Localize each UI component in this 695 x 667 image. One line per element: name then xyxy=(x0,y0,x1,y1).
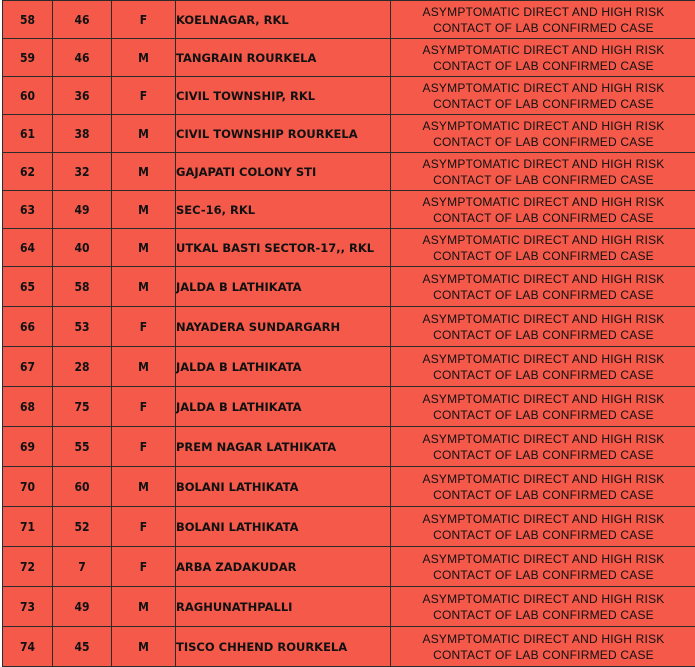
status-text: CONTACT OF LAB CONFIRMED CASE xyxy=(433,134,654,149)
status-text: ASYMPTOMATIC DIRECT AND HIGH RISK xyxy=(422,431,665,446)
sl-cell: 68 xyxy=(3,387,53,427)
address-cell: JALDA B LATHIKATA xyxy=(176,267,391,307)
status-text: ASYMPTOMATIC DIRECT AND HIGH RISK xyxy=(422,311,665,326)
age-cell: 32 xyxy=(53,153,112,191)
status-cell xyxy=(391,39,695,77)
sl-cell: 62 xyxy=(3,153,53,191)
status-text: CONTACT OF LAB CONFIRMED CASE xyxy=(433,327,654,342)
age-cell: 28 xyxy=(53,347,112,387)
sex-cell: M xyxy=(112,627,176,667)
status-text: CONTACT OF LAB CONFIRMED CASE xyxy=(433,172,654,187)
address-cell: CIVIL TOWNSHIP ROURKELA xyxy=(176,115,391,153)
sex-cell: M xyxy=(112,347,176,387)
status-text: ASYMPTOMATIC DIRECT AND HIGH RISK xyxy=(422,118,665,133)
age-cell: 46 xyxy=(53,1,112,39)
status-text: CONTACT OF LAB CONFIRMED CASE xyxy=(433,367,654,382)
age-cell: 60 xyxy=(53,467,112,507)
table-row xyxy=(3,1,695,39)
address-cell: NAYADERA SUNDARGARH xyxy=(176,307,391,347)
address-cell: GAJAPATI COLONY STI xyxy=(176,153,391,191)
table-row xyxy=(3,307,695,347)
case-table xyxy=(2,0,695,667)
age-cell: 38 xyxy=(53,115,112,153)
sex-cell: F xyxy=(112,387,176,427)
address-cell: BOLANI LATHIKATA xyxy=(176,467,391,507)
status-text: CONTACT OF LAB CONFIRMED CASE xyxy=(433,58,654,73)
table-row xyxy=(3,587,695,627)
sl-cell: 73 xyxy=(3,587,53,627)
status-cell xyxy=(391,467,695,507)
status-text: CONTACT OF LAB CONFIRMED CASE xyxy=(433,647,654,662)
sl-cell: 58 xyxy=(3,1,53,39)
sex-cell: F xyxy=(112,507,176,547)
sl-cell: 64 xyxy=(3,229,53,267)
status-cell xyxy=(391,387,695,427)
age-cell: 49 xyxy=(53,587,112,627)
status-text: ASYMPTOMATIC DIRECT AND HIGH RISK xyxy=(422,271,665,286)
table-row xyxy=(3,267,695,307)
sex-cell: F xyxy=(112,427,176,467)
table-row xyxy=(3,387,695,427)
status-text: ASYMPTOMATIC DIRECT AND HIGH RISK xyxy=(422,511,665,526)
table-row xyxy=(3,229,695,267)
status-text: CONTACT OF LAB CONFIRMED CASE xyxy=(433,20,654,35)
sex-cell: F xyxy=(112,547,176,587)
address-cell: RAGHUNATHPALLI xyxy=(176,587,391,627)
address-cell: UTKAL BASTI SECTOR-17,, RKL xyxy=(176,229,391,267)
age-cell: 46 xyxy=(53,39,112,77)
sex-cell: M xyxy=(112,467,176,507)
table-row xyxy=(3,191,695,229)
status-text: ASYMPTOMATIC DIRECT AND HIGH RISK xyxy=(422,391,665,406)
sex-cell: M xyxy=(112,587,176,627)
address-cell: ARBA ZADAKUDAR xyxy=(176,547,391,587)
status-cell xyxy=(391,1,695,39)
sl-cell: 71 xyxy=(3,507,53,547)
status-text: ASYMPTOMATIC DIRECT AND HIGH RISK xyxy=(422,551,665,566)
age-cell: 49 xyxy=(53,191,112,229)
status-text: CONTACT OF LAB CONFIRMED CASE xyxy=(433,287,654,302)
status-text: ASYMPTOMATIC DIRECT AND HIGH RISK xyxy=(422,194,665,209)
age-cell: 36 xyxy=(53,77,112,115)
status-text: ASYMPTOMATIC DIRECT AND HIGH RISK xyxy=(422,631,665,646)
sex-cell: M xyxy=(112,267,176,307)
sex-cell: M xyxy=(112,229,176,267)
status-cell xyxy=(391,627,695,667)
sl-cell: 69 xyxy=(3,427,53,467)
age-cell: 53 xyxy=(53,307,112,347)
sl-cell: 65 xyxy=(3,267,53,307)
table-row xyxy=(3,39,695,77)
sl-cell: 70 xyxy=(3,467,53,507)
address-cell: TANGRAIN ROURKELA xyxy=(176,39,391,77)
status-text: ASYMPTOMATIC DIRECT AND HIGH RISK xyxy=(422,80,665,95)
status-cell xyxy=(391,507,695,547)
status-cell xyxy=(391,191,695,229)
sl-cell: 63 xyxy=(3,191,53,229)
table-row xyxy=(3,427,695,467)
status-cell xyxy=(391,307,695,347)
status-cell xyxy=(391,347,695,387)
address-cell: SEC-16, RKL xyxy=(176,191,391,229)
table-row xyxy=(3,547,695,587)
address-cell: KOELNAGAR, RKL xyxy=(176,1,391,39)
age-cell: 75 xyxy=(53,387,112,427)
table-row xyxy=(3,347,695,387)
status-text: CONTACT OF LAB CONFIRMED CASE xyxy=(433,567,654,582)
address-cell: CIVIL TOWNSHIP, RKL xyxy=(176,77,391,115)
sl-cell: 60 xyxy=(3,77,53,115)
status-text: CONTACT OF LAB CONFIRMED CASE xyxy=(433,96,654,111)
status-cell xyxy=(391,427,695,467)
status-text: CONTACT OF LAB CONFIRMED CASE xyxy=(433,447,654,462)
address-cell: BOLANI LATHIKATA xyxy=(176,507,391,547)
sl-cell: 74 xyxy=(3,627,53,667)
age-cell: 45 xyxy=(53,627,112,667)
table-row xyxy=(3,627,695,667)
status-text: ASYMPTOMATIC DIRECT AND HIGH RISK xyxy=(422,156,665,171)
age-cell: 52 xyxy=(53,507,112,547)
status-cell xyxy=(391,267,695,307)
status-text: ASYMPTOMATIC DIRECT AND HIGH RISK xyxy=(422,471,665,486)
table-row xyxy=(3,77,695,115)
sex-cell: M xyxy=(112,153,176,191)
table-row xyxy=(3,507,695,547)
status-cell xyxy=(391,153,695,191)
age-cell: 55 xyxy=(53,427,112,467)
table-row xyxy=(3,467,695,507)
case-table-body xyxy=(3,1,695,667)
status-text: CONTACT OF LAB CONFIRMED CASE xyxy=(433,527,654,542)
status-text: ASYMPTOMATIC DIRECT AND HIGH RISK xyxy=(422,591,665,606)
status-cell xyxy=(391,547,695,587)
status-text: ASYMPTOMATIC DIRECT AND HIGH RISK xyxy=(422,232,665,247)
sex-cell: M xyxy=(112,115,176,153)
status-text: ASYMPTOMATIC DIRECT AND HIGH RISK xyxy=(422,351,665,366)
status-text: ASYMPTOMATIC DIRECT AND HIGH RISK xyxy=(422,4,665,19)
sex-cell: M xyxy=(112,191,176,229)
address-cell: JALDA B LATHIKATA xyxy=(176,347,391,387)
address-cell: JALDA B LATHIKATA xyxy=(176,387,391,427)
status-text: CONTACT OF LAB CONFIRMED CASE xyxy=(433,487,654,502)
sl-cell: 66 xyxy=(3,307,53,347)
sl-cell: 67 xyxy=(3,347,53,387)
status-cell xyxy=(391,229,695,267)
table-row xyxy=(3,115,695,153)
age-cell: 40 xyxy=(53,229,112,267)
status-cell xyxy=(391,587,695,627)
status-text: CONTACT OF LAB CONFIRMED CASE xyxy=(433,607,654,622)
status-cell xyxy=(391,115,695,153)
age-cell: 7 xyxy=(53,547,112,587)
sex-cell: F xyxy=(112,1,176,39)
table-row xyxy=(3,153,695,191)
sex-cell: F xyxy=(112,77,176,115)
status-cell xyxy=(391,77,695,115)
address-cell: PREM NAGAR LATHIKATA xyxy=(176,427,391,467)
status-text: CONTACT OF LAB CONFIRMED CASE xyxy=(433,407,654,422)
status-text: CONTACT OF LAB CONFIRMED CASE xyxy=(433,248,654,263)
sex-cell: M xyxy=(112,39,176,77)
sl-cell: 61 xyxy=(3,115,53,153)
sl-cell: 59 xyxy=(3,39,53,77)
status-text: ASYMPTOMATIC DIRECT AND HIGH RISK xyxy=(422,42,665,57)
sl-cell: 72 xyxy=(3,547,53,587)
age-cell: 58 xyxy=(53,267,112,307)
status-text: CONTACT OF LAB CONFIRMED CASE xyxy=(433,210,654,225)
address-cell: TISCO CHHEND ROURKELA xyxy=(176,627,391,667)
sex-cell: F xyxy=(112,307,176,347)
